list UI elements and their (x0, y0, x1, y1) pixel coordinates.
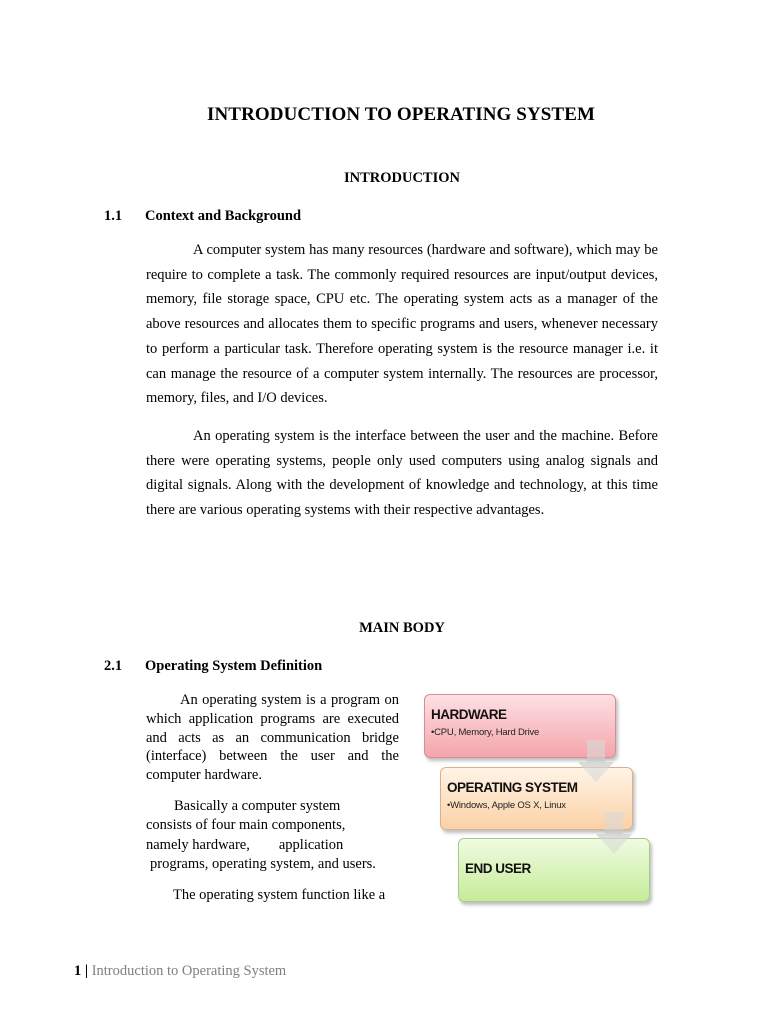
operating-system-box (440, 767, 633, 830)
section-2-paragraph-2 (146, 797, 399, 874)
footer-separator: | (84, 963, 89, 979)
hardware-box-title: HARDWARE (431, 707, 507, 722)
footer-text: Introduction to Operating System (91, 963, 287, 979)
section-2-paragraph-3: The operating system function like a (173, 887, 386, 903)
section-1-number: 1.1 (104, 208, 123, 224)
document-title: INTRODUCTION TO OPERATING SYSTEM (206, 104, 596, 125)
operating-system-box-subtitle: •Windows, Apple OS X, Linux (447, 800, 566, 811)
main-body-heading: MAIN BODY (359, 620, 445, 636)
introduction-heading: INTRODUCTION (343, 170, 460, 186)
paragraph-line: Basically a computer system (174, 798, 341, 814)
hardware-box (424, 694, 616, 758)
section-2-number: 2.1 (104, 658, 123, 674)
page-footer (74, 963, 286, 980)
paragraph-line: programs, operating system, and users. (150, 855, 376, 872)
section-2-paragraph-1: An operating system is a program on which application programs are executed and acts as an communication bridge (interface) between the user and the computer hardware. (146, 692, 399, 784)
hardware-box-subtitle: •CPU, Memory, Hard Drive (431, 727, 540, 738)
paragraph-line: namely hardware, application (146, 836, 344, 853)
end-user-box-title: END USER (465, 861, 531, 876)
page-number: 1 (74, 963, 82, 979)
section-2-title: Operating System Definition (145, 658, 323, 674)
section-1-paragraph-1: A computer system has many resources (hardware and software), which may be require to complete a task. The commonly required resources are input/output devices, memory, file storage space, CPU etc. The operating system acts as a manager of the above resources and allocates them to specific programs and users, whenever necessary to perform a particular task. Therefore operating system is the resource manager i.e. it can manage the resource of a computer system internally. The resources are processor, memory, files, and I/O devices. (146, 242, 658, 407)
operating-system-box-title: OPERATING SYSTEM (447, 780, 578, 795)
paragraph-line: consists of four main components, (146, 817, 346, 834)
end-user-box (458, 838, 650, 902)
section-1-paragraph-2: An operating system is the interface between the user and the machine. Before there were operating systems, people only used computers using analog signals and digital signals. Along with the development of knowledge and technology, at this time there are various operating systems with their respective advantages. (146, 428, 658, 519)
section-1-title: Context and Background (145, 208, 302, 224)
